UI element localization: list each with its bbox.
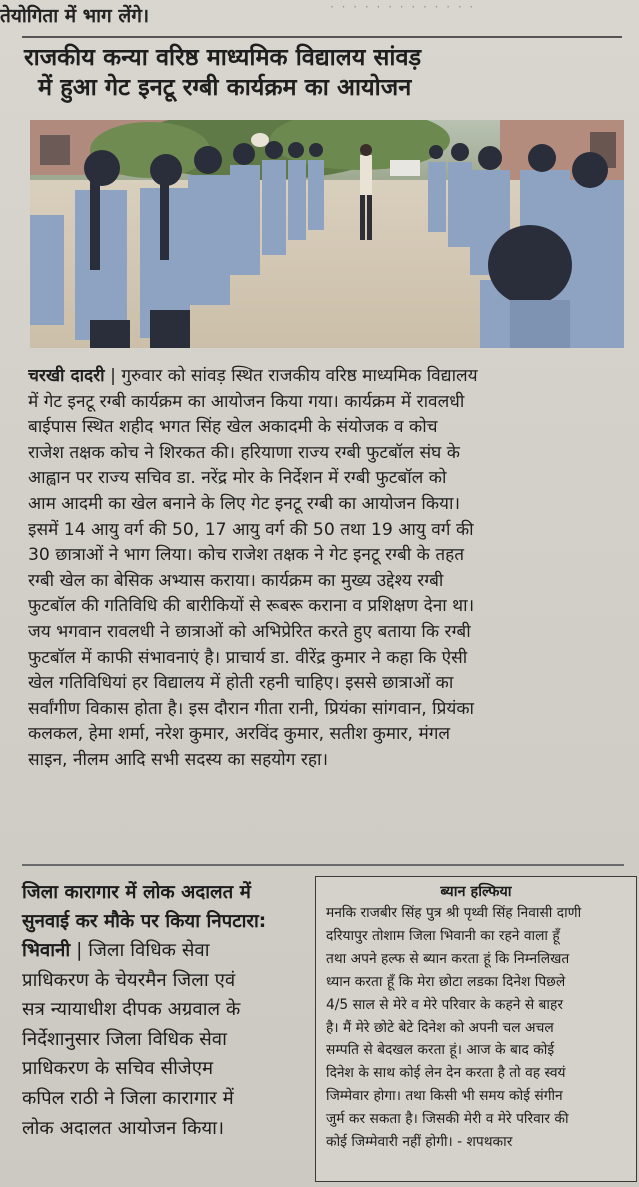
affidavit-line: मनकि राजबीर सिंह पुत्र श्री पृथ्वी सिंह निवासी दाणी: [326, 905, 582, 921]
article-line: इसमें 14 आयु वर्ग की 50, 17 आयु वर्ग की 50 तथा 19 आयु वर्ग की: [28, 519, 474, 540]
side-story-line: प्राधिकरण के सचिव सीजेएम: [22, 1058, 214, 1080]
affidavit-title: ब्यान हल्फिया: [440, 884, 512, 900]
affidavit-line: दिनेश के साथ कोई लेन देन करता है तो वह स्वयं: [326, 1065, 566, 1082]
rugby-event-photo: [30, 120, 624, 348]
article-line-text: गुरुवार को सांवड़ स्थित राजकीय वरिष्ठ माध्यमिक विद्यालय: [121, 366, 478, 386]
article-line: साइन, नीलम आदि सभी सदस्य का सहयोग रहा।: [28, 749, 328, 770]
bleed-through-text: · · · · · · · · · · · · ·: [330, 0, 476, 14]
article-line: आम आदमी का खेल बनाने के लिए गेट इनटू रग्बी का आयोजन किया।: [28, 493, 460, 514]
side-story-line: प्राधिकरण के चेयरमैन जिला एवं: [22, 969, 236, 991]
side-story-line: सत्र न्यायाधीश दीपक अग्रवाल के: [22, 999, 241, 1021]
side-story: [22, 878, 304, 1143]
headline-line-2: में हुआ गेट इनटू रग्बी कार्यक्रम का आयोजन: [38, 73, 412, 101]
affidavit-line: दरियापुर तोशाम जिला भिवानी का रहने वाला हूँ: [326, 927, 560, 944]
affidavit-line: तथा अपने हल्फ से ब्यान करता हूं कि निम्नलिखत: [326, 950, 570, 967]
article-line: में गेट इनटू रग्बी कार्यक्रम का आयोजन किया गया। कार्यक्रम में रावलधी: [28, 391, 465, 412]
affidavit-line: 4/5 साल से मेरे व मेरे परिवार के कहने से बाहर: [326, 996, 563, 1013]
side-story-line: लोक अदालत आयोजन किया।: [22, 1117, 224, 1139]
article-line: 30 छात्राओं ने भाग लिया। कोच राजेश तक्षक ने गेट इनटू रग्बी के तहत: [28, 545, 465, 566]
article-line: आह्वान पर राज्य सचिव डा. नरेंद्र मोर के निर्देशन में रग्बी फुटबॉल को: [28, 468, 447, 489]
article-body: [28, 364, 628, 774]
article-line: जय भगवान रावलधी ने छात्राओं को अभिप्रेरित करते हुए बताया कि रग्बी: [28, 621, 471, 642]
side-story-headline-1: जिला कारागार में लोक अदालत में: [22, 882, 251, 903]
side-story-line: निर्देशानुसार जिला विधिक सेवा: [22, 1028, 227, 1050]
affidavit-line: ध्यान करता हूँ कि मेरा छोटा लडका दिनेश पिछले: [326, 973, 566, 990]
article-line: बाईपास स्थित शहीद भगत सिंह खेल अकादमी के संयोजक व कोच: [28, 417, 438, 438]
affidavit-notice: [315, 876, 637, 1182]
affidavit-line: कोई जिम्मेवारी नहीं होगी। - शपथकार: [326, 1134, 513, 1151]
article-line: चरखी दादरी | गुरुवार को सांवड़ स्थित राजकीय वरिष्ठ माध्यमिक विद्यालय: [28, 366, 478, 386]
headline-line-1: राजकीय कन्या वरिष्ठ माध्यमिक विद्यालय सांवड़: [24, 43, 422, 71]
side-story-line: भिवानी | जिला विधिक सेवा: [22, 940, 210, 961]
side-story-dateline: भिवानी: [22, 940, 71, 961]
previous-article-text: तेयोगिता में भाग लेंगे।: [0, 5, 150, 27]
affidavit-line: है। मैं मेरे छोटे बेटे दिनेश को अपनी चल अचल: [326, 1019, 554, 1036]
article-line: रग्बी खेल का बेसिक अभ्यास कराया। कार्यक्रम का मुख्य उद्देश्य रग्बी: [28, 570, 444, 591]
previous-article-fragment: [0, 0, 639, 34]
side-story-line-text: जिला विधिक सेवा: [88, 940, 210, 961]
affidavit-line: जुर्म कर सकता है। जिसकी मेरी व मेरे परिवार की: [326, 1111, 569, 1128]
article-headline: [24, 42, 620, 102]
affidavit-line: सम्पति से बेदखल करता हूं। आज के बाद कोई: [326, 1042, 555, 1059]
article-line: खेल गतिविधियां हर विद्यालय में होती रहनी चाहिए। इससे छात्राओं का: [28, 673, 454, 694]
side-story-line: कपिल राठी ने जिला कारागार में: [22, 1087, 234, 1109]
side-story-headline-2: सुनवाई कर मौके पर किया निपटारा:: [22, 911, 267, 932]
article-line: कलकल, हेमा शर्मा, नरेश कुमार, अरविंद कुमार, सतीश कुमार, मंगल: [28, 724, 451, 745]
affidavit-line: जिम्मेवार होगा। तथा किसी भी समय कोई संगीन: [326, 1088, 563, 1105]
top-divider: [22, 36, 622, 38]
news-photo: [30, 120, 624, 348]
article-line: राजेश तक्षक कोच ने शिरकत की। हरियाणा राज्य रग्बी फुटबॉल संघ के: [28, 442, 460, 463]
article-dateline: चरखी दादरी: [28, 366, 105, 386]
article-line: फुटबॉल में काफी संभावनाएं है। प्राचार्य डा. वीरेंद्र कुमार ने कहा कि ऐसी: [28, 647, 468, 668]
section-divider: [22, 864, 624, 866]
article-line: सर्वांगीण विकास होता है। इस दौरान गीता रानी, प्रियंका सांगवान, प्रियंका: [28, 698, 474, 719]
article-line: फुटबॉल की गतिविधि की बारीकियों से रूबरू कराना व प्रशिक्षण देना था।: [28, 596, 475, 617]
